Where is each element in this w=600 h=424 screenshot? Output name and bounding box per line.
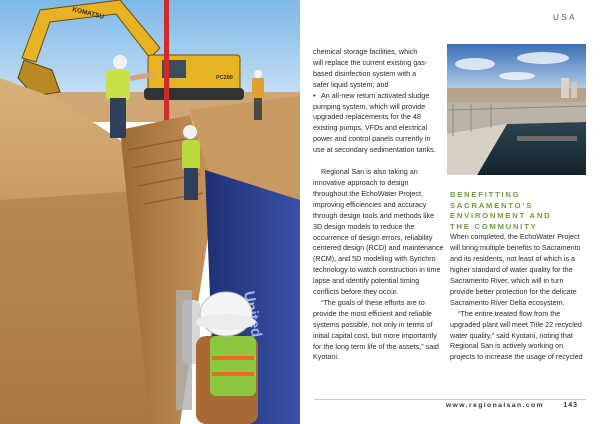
continued-line-1: chemical storage facilities, which [313,47,418,56]
heading-line-4: THE COMMUNITY [450,221,538,231]
trench-pipe [176,290,192,410]
article-column-2 [450,190,586,363]
excavator-model: PC200 [216,75,233,81]
paragraph-benefits: When completed, the EchoWater Project will bring multiple benefits to Sacramento and its residents, not least of which is a higher standard of water quality for the Sacramento River, which will in turn provide better protection for the delicate Sacramento River Delta ecosystem. [450,232,581,307]
article-column-1 [313,47,444,363]
bullet-text: An all-new return activated sludge pumping system, which will provide upgraded replacements for the 48 existing pumps, VFDs and electrical power and control panels currently in use at secondary sedimentation tanks. [313,90,436,155]
continued-line-4: safer liquid system; and [313,79,389,89]
excavator-brand: KOMATSU [71,6,105,21]
paragraph-goals-quote: “The goals of these efforts are to provide the most efficient and reliable systems possible, not only in terms of initial capital cost, but more importantly for the long term life of the assets,” said Kyotani. [313,297,439,362]
continued-line-3: based disinfection system with a [313,68,417,78]
paragraph-design-approach: Regional San is also taking an innovative approach to design throughout the EchoWater Project, improving efficiencies and accuracy through design tools and methods like 3D design models to reduce the occurrence of design errors, reliability centered design (RCD) and maintenance (RCM), and 5D modeling with Synchro technology to watch construction in time lapse and identify potential timing conflicts before they occur. [313,167,444,297]
heading-line-3: ENVIRONMENT AND [450,211,552,221]
treatment-plant-photo [447,44,586,175]
continued-line-2: will replace the current existing gas- [313,57,428,67]
paragraph-title22-quote: “The entire treated flow from the upgraded plant will meet Title 22 recycled water quality,” said Kyotani, noting that Regional San is actively working on projects to increase the usage of recycled [450,308,583,362]
region-label: USA [553,13,577,22]
worker-bottom [182,292,258,424]
footer-website: www.regionalsan.com [445,402,544,409]
bullet-item [313,91,444,156]
bullet-dot: • [313,90,316,100]
heading-line-2: SACRAMENTO’S [450,200,534,210]
page-number: 143 [563,402,578,409]
right-page [300,0,600,424]
section-heading [450,190,586,232]
footer-rule [314,399,586,400]
heading-line-1: BENEFITTING [450,190,521,199]
